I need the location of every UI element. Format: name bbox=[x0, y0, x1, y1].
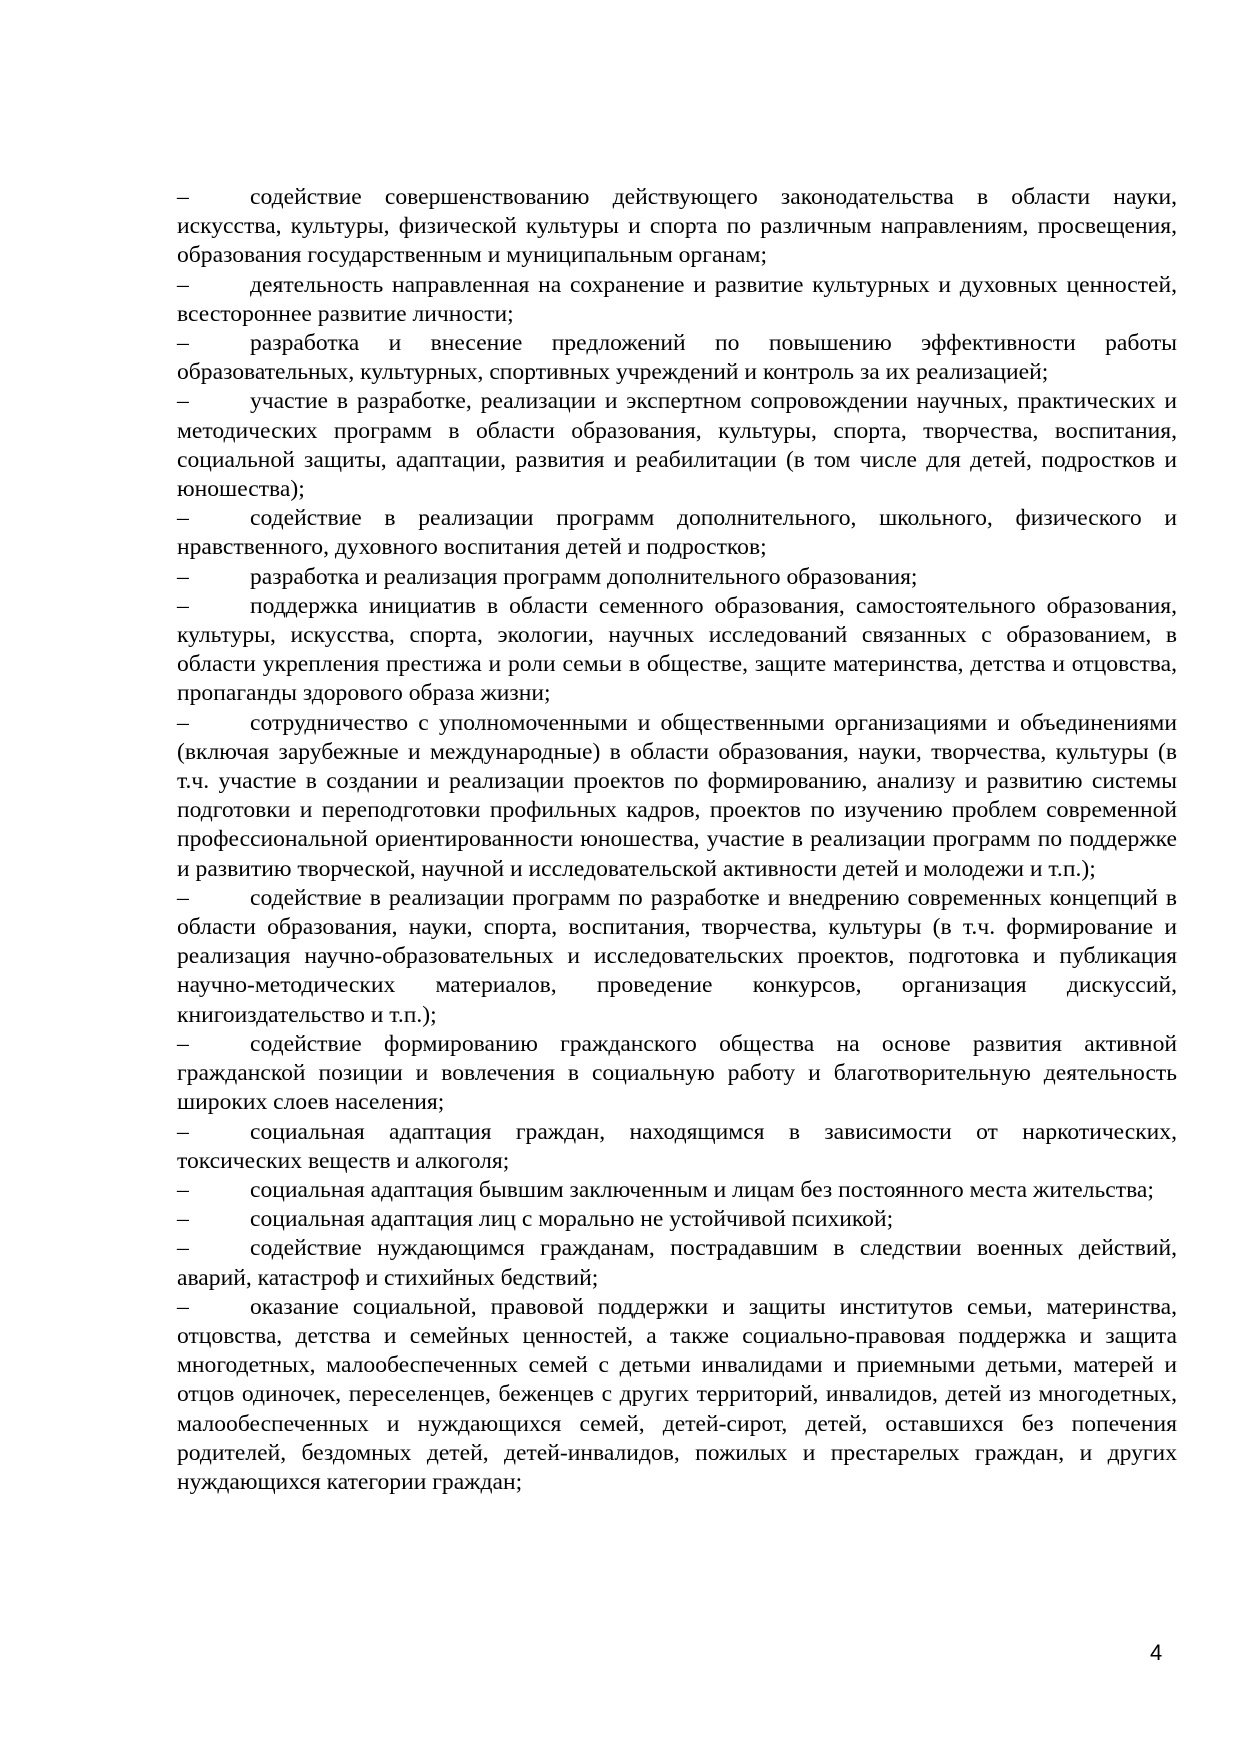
list-item bbox=[177, 1176, 1177, 1205]
bullet-dash: – bbox=[177, 884, 189, 911]
list-item bbox=[177, 504, 1177, 562]
list-item-text: поддержка инициатив в области семенного образования, самостоятельного образования, культуры, искусства, спорта, экологии, научных исследований связанных с образованием, в области укрепления престижа и роли семьи в обществе, защите материнства, детства и отцовства, пропаганды здорового образа жизни; bbox=[177, 592, 1177, 707]
list-item-text: оказание социальной, правовой поддержки и защиты институтов семьи, материнства, отцовства, детства и семейных ценностей, а также социально-правовая поддержка и защита многодетных, малообеспеченных семей с детьми инвалидами и приемными детьми, матерей и отцов одиночек, переселенцев, беженцев с других территорий, инвалидов, детей из многодетных, малообеспеченных и нуждающихся семей, детей-сирот, детей, оставшихся без попечения родителей, бездомных детей, детей-инвалидов, пожилых и престарелых граждан, и других нуждающихся категории граждан; bbox=[177, 1293, 1177, 1495]
list-item-text: социальная адаптация лиц с морально не устойчивой психикой; bbox=[250, 1206, 894, 1233]
bullet-dash: – bbox=[177, 184, 189, 210]
list-item-text: содействие формированию гражданского общества на основе развития активной гражданской позиции и вовлечения в социальную работу и благотворительную деятельность широких слоев населения; bbox=[177, 1030, 1177, 1116]
list-item bbox=[177, 709, 1177, 884]
list-item-text: социальная адаптация граждан, находящимся в зависимости от наркотических, токсических веществ и алкоголя; bbox=[177, 1118, 1177, 1174]
list-item-text: содействие в реализации программ дополнительного, школьного, физического и нравственного, духовного воспитания детей и подростков; bbox=[177, 505, 1177, 561]
bullet-dash: – bbox=[177, 592, 189, 619]
list-item bbox=[177, 563, 1177, 592]
bullet-dash: – bbox=[177, 271, 189, 298]
list-item bbox=[177, 1030, 1177, 1118]
bullet-dash: – bbox=[177, 709, 189, 736]
bullet-dash: – bbox=[177, 388, 189, 415]
list-item-text: содействие нуждающимся гражданам, пострадавшим в следствии военных действий, аварий, катастроф и стихийных бедствий; bbox=[177, 1235, 1177, 1291]
list-item-text: участие в разработке, реализации и экспертном сопровождении научных, практических и методических программ в области образования, культуры, спорта, творчества, воспитания, социальной защиты, адаптации, развития и реабилитации (в том числе для детей, подростков и юношества); bbox=[177, 388, 1177, 503]
list-item bbox=[177, 387, 1177, 504]
list-item bbox=[177, 884, 1177, 1030]
list-item-text: разработка и внесение предложений по повышению эффективности работы образовательных, культурных, спортивных учреждений и контроль за их реализацией; bbox=[177, 330, 1177, 386]
list-item-text: деятельность направленная на сохранение и развитие культурных и духовных ценностей, всестороннее развитие личности; bbox=[177, 271, 1177, 327]
bullet-dash: – bbox=[177, 1118, 189, 1145]
bullet-dash: – bbox=[177, 1206, 189, 1233]
list-item bbox=[177, 329, 1177, 387]
bullet-list bbox=[177, 183, 1177, 1497]
list-item-text: содействие совершенствованию действующего законодательства в области науки, искусства, культуры, физической культуры и спорта по различным направлениям, просвещения, образования государственным и муниципальным органам; bbox=[177, 184, 1177, 269]
bullet-dash: – bbox=[177, 505, 189, 532]
list-item bbox=[177, 183, 1177, 271]
list-item-text: разработка и реализация программ дополнительного образования; bbox=[250, 563, 918, 590]
bullet-dash: – bbox=[177, 1030, 189, 1057]
list-item bbox=[177, 271, 1177, 329]
page-number: 4 bbox=[1150, 1640, 1163, 1665]
list-item-text: сотрудничество с уполномоченными и общественными организациями и объединениями (включая зарубежные и международные) в области образования, науки, творчества, культуры (в т.ч. участие в создании и реализации проектов по формированию, анализу и развитию системы подготовки и переподготовки профильных кадров, проектов по изучению проблем современной профессиональной ориентированности юношества, участие в реализации программ по поддержке и развитию творческой, научной и исследовательской активности детей и молодежи и т.п.); bbox=[177, 709, 1177, 882]
list-item-text: содействие в реализации программ по разработке и внедрению современных концепций в области образования, науки, спорта, воспитания, творчества, культуры (в т.ч. формирование и реализация научно-образовательных и исследовательских проектов, подготовка и публикация научно-методических материалов, проведение конкурсов, организация дискуссий, книгоиздательство и т.п.); bbox=[177, 884, 1177, 1028]
bullet-dash: – bbox=[177, 330, 189, 357]
list-item bbox=[177, 592, 1177, 709]
bullet-dash: – bbox=[177, 1235, 189, 1262]
bullet-dash: – bbox=[177, 1293, 189, 1320]
list-item-text: социальная адаптация бывшим заключенным и лицам без постоянного места жительства; bbox=[250, 1176, 1154, 1203]
list-item bbox=[177, 1234, 1177, 1292]
bullet-dash: – bbox=[177, 1176, 189, 1203]
list-item bbox=[177, 1293, 1177, 1497]
list-item bbox=[177, 1205, 1177, 1234]
list-item bbox=[177, 1118, 1177, 1176]
bullet-dash: – bbox=[177, 563, 189, 590]
